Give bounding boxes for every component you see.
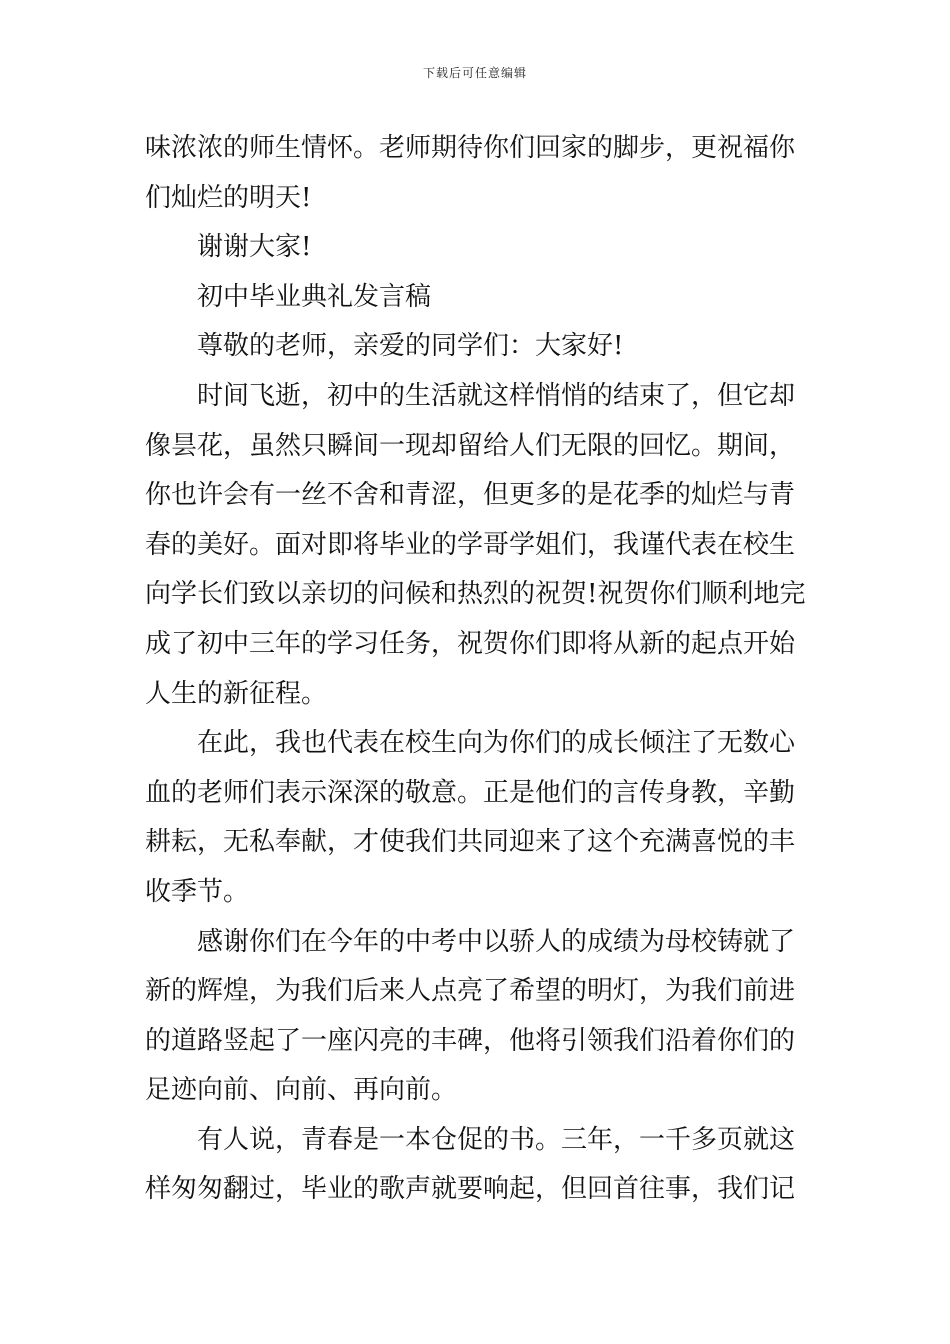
text-line: 向学长们致以亲切的问候和热烈的祝贺!祝贺你们顺利地完 — [145, 579, 806, 610]
text-line: 初中毕业典礼发言稿 — [197, 281, 432, 312]
text-line: 你也许会有一丝不舍和青涩，但更多的是花季的灿烂与青 — [145, 480, 796, 511]
text-line: 们灿烂的明天! — [145, 182, 312, 213]
text-line: 味浓浓的师生情怀。老师期待你们回家的脚步，更祝福你 — [145, 133, 796, 163]
text-line: 成了初中三年的学习任务，祝贺你们即将从新的起点开始 — [145, 628, 796, 659]
text-line: 春的美好。面对即将毕业的学哥学姐们，我谨代表在校生 — [145, 529, 796, 560]
text-line: 样匆匆翻过，毕业的歌声就要响起，但回首往事，我们记 — [145, 1174, 796, 1205]
text-line: 人生的新征程。 — [145, 678, 328, 709]
document-body — [145, 124, 810, 1215]
text-line: 有人说，青春是一本仓促的书。三年，一千多页就这 — [197, 1124, 796, 1155]
text-line: 在此，我也代表在校生向为你们的成长倾注了无数心 — [197, 728, 796, 759]
page-header: 下载后可任意编辑 — [422, 66, 527, 80]
text-line: 足迹向前、向前、再向前。 — [145, 1075, 458, 1106]
text-line: 感谢你们在今年的中考中以骄人的成绩为母校铸就了 — [197, 926, 796, 957]
text-line: 血的老师们表示深深的敬意。正是他们的言传身教，辛勤 — [145, 777, 796, 808]
text-line: 的道路竖起了一座闪亮的丰碑，他将引领我们沿着你们的 — [145, 1025, 796, 1056]
text-line: 耕耘，无私奉献，才使我们共同迎来了这个充满喜悦的丰 — [145, 827, 796, 858]
text-line: 新的辉煌，为我们后来人点亮了希望的明灯，为我们前进 — [145, 976, 796, 1007]
text-line: 谢谢大家! — [197, 232, 312, 263]
text-line: 尊敬的老师，亲爱的同学们：大家好! — [197, 331, 624, 362]
text-line: 收季节。 — [145, 876, 250, 907]
text-line: 像昙花，虽然只瞬间一现却留给人们无限的回忆。期间， — [145, 430, 796, 461]
text-line: 时间飞逝，初中的生活就这样悄悄的结束了，但它却 — [197, 380, 796, 411]
